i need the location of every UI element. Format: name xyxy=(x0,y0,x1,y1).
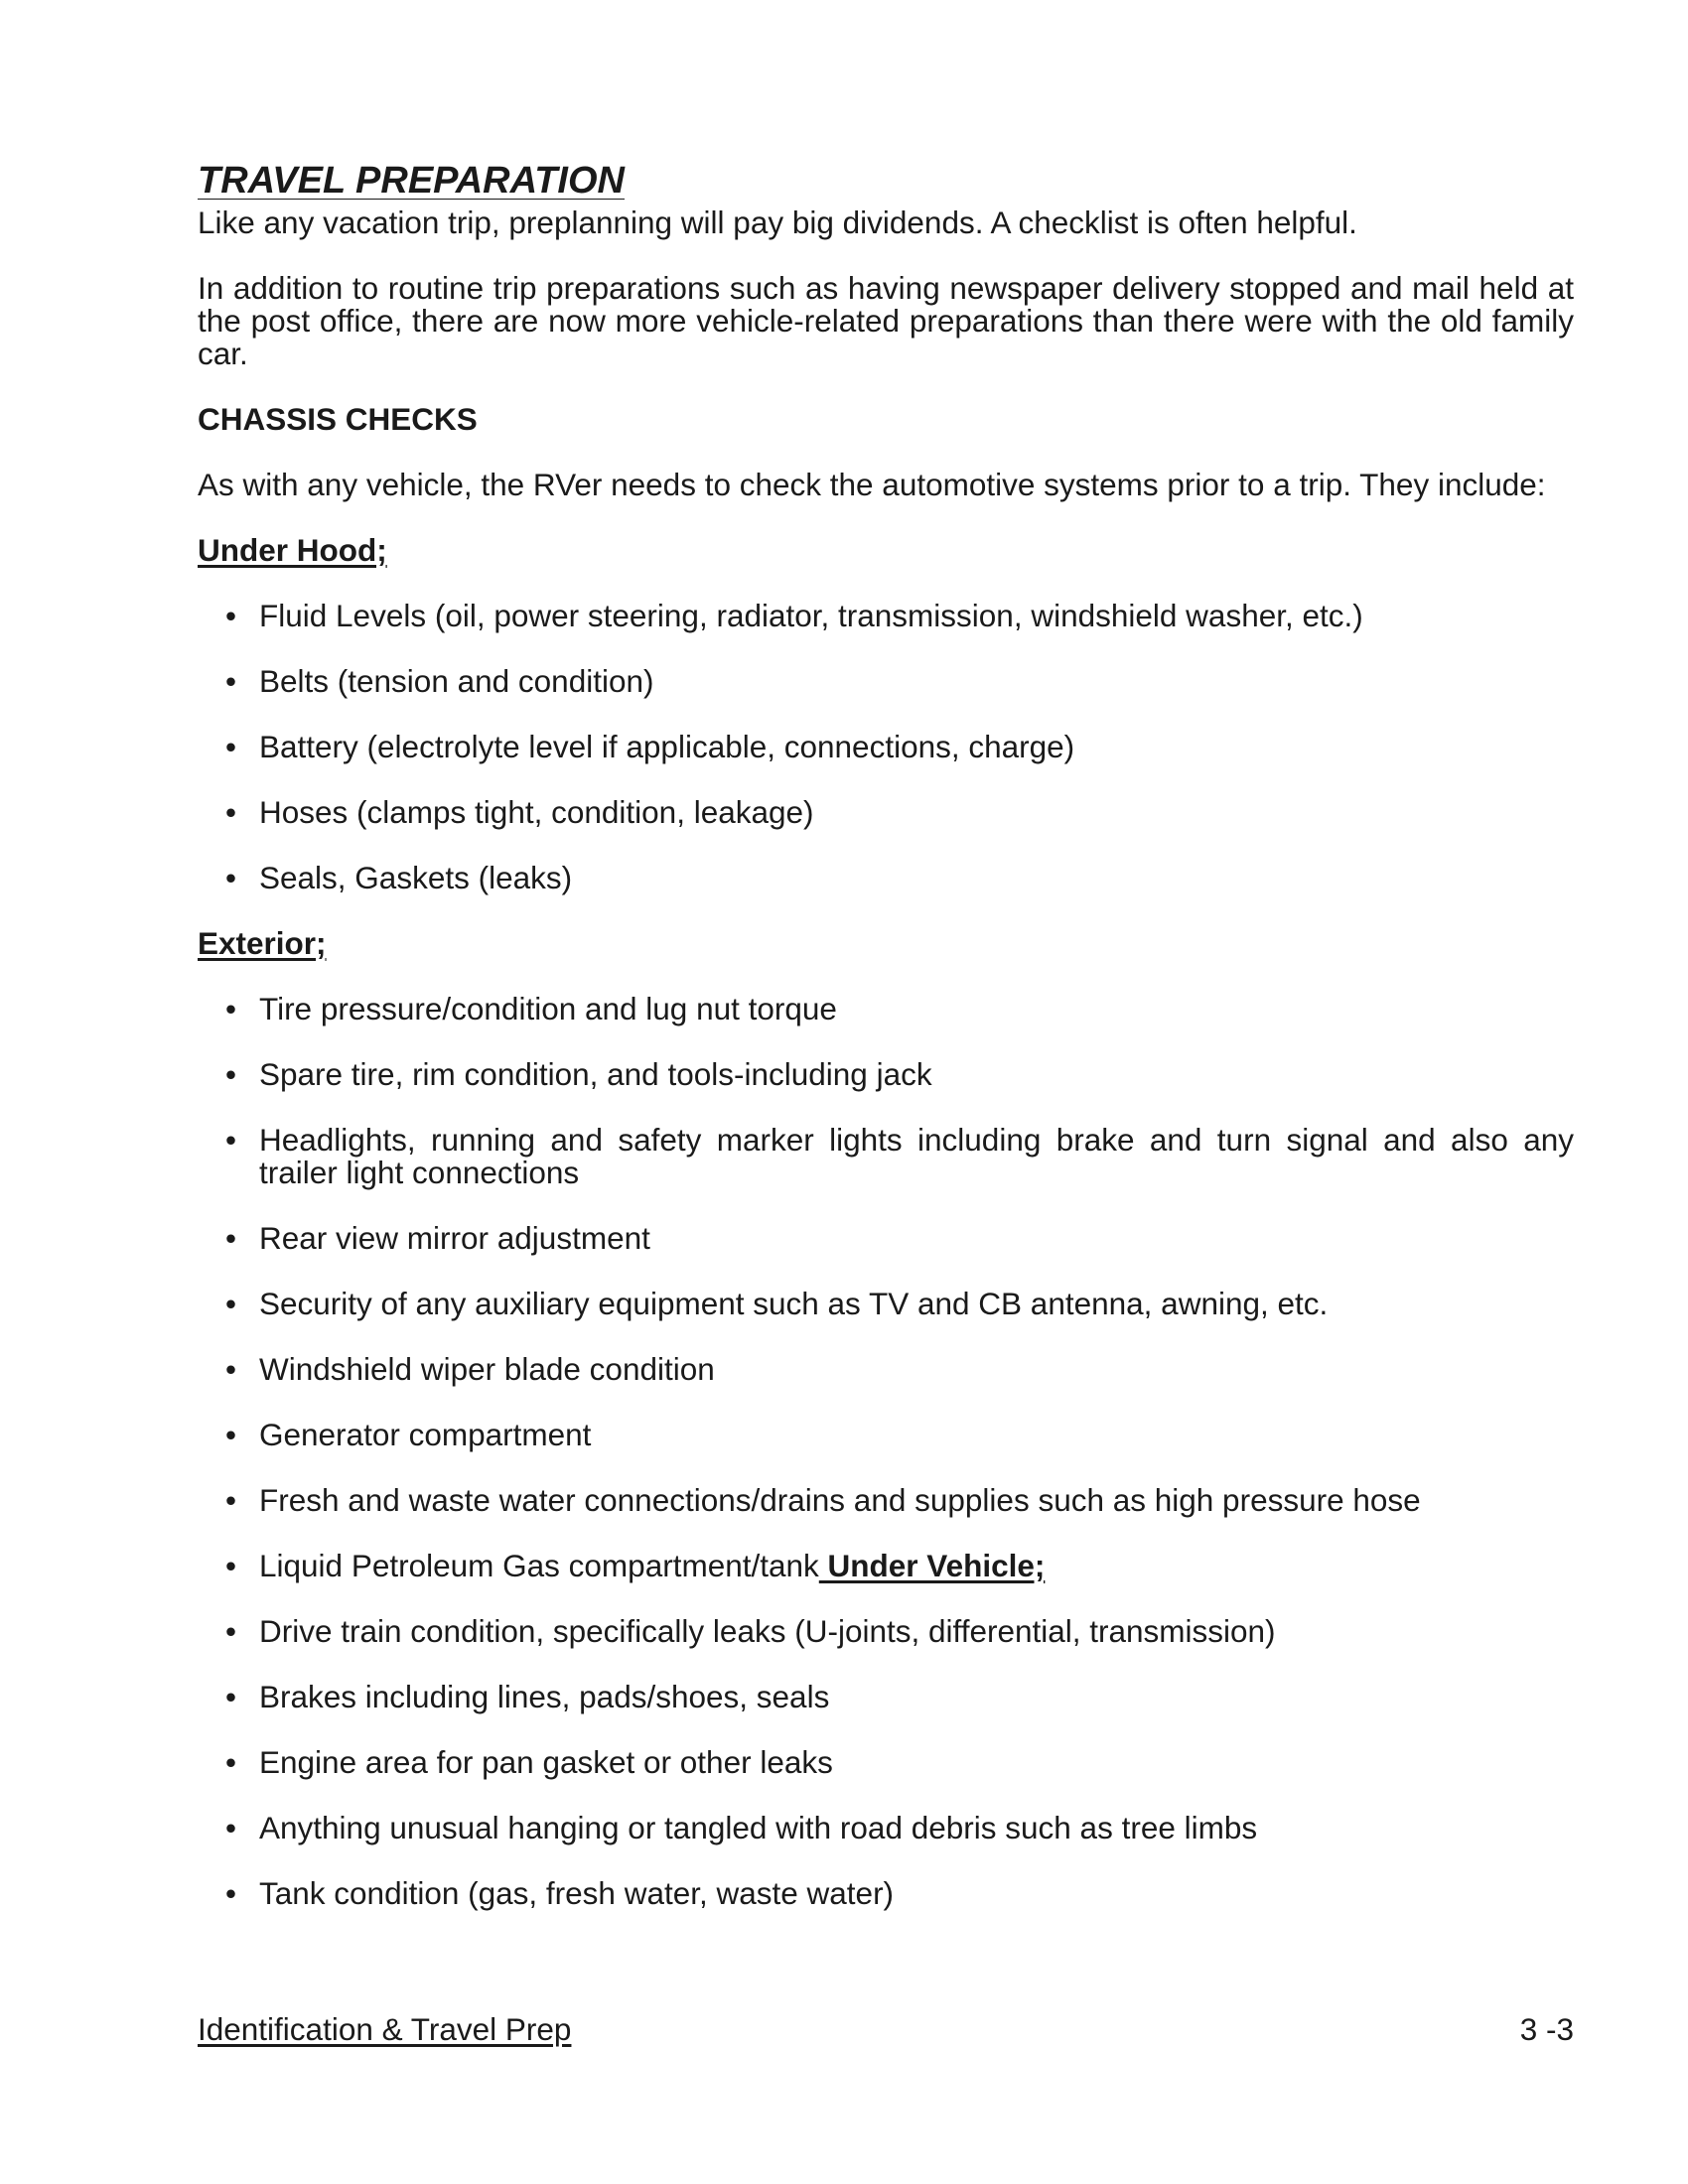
page-number: 3 -3 xyxy=(1519,2011,1574,2047)
list-item: • Liquid Petroleum Gas compartment/tank Under Vehicle; xyxy=(225,1548,1046,1583)
bullet-icon: • xyxy=(225,1875,237,1911)
bullet-icon: • xyxy=(225,1122,237,1158)
bullet-icon: • xyxy=(225,1679,237,1714)
under-hood-heading: Under Hood; xyxy=(198,532,387,568)
chassis-intro-paragraph: As with any vehicle, the RVer needs to check the automotive systems prior to a trip. They include: xyxy=(198,467,1546,502)
bullet-icon: • xyxy=(225,1286,237,1321)
footer-section-title: Identification & Travel Prep xyxy=(198,2011,572,2047)
list-item: • Drive train condition, specifically leaks (U-joints, differential, transmission) xyxy=(225,1613,1276,1649)
list-item: • Fresh and waste water connections/drains and supplies such as high pressure hose xyxy=(225,1482,1421,1518)
under-hood-list xyxy=(198,600,1574,894)
list-item: • Headlights, running and safety marker lights including brake and turn signal and also any trailer light connections xyxy=(225,1122,1574,1190)
addition-paragraph: In addition to routine trip preparations such as having newspaper delivery stopped and mail held at the post office, there are now more vehicle-related preparations than there were with the old family car. xyxy=(198,270,1574,371)
exterior-heading: Exterior; xyxy=(198,925,327,961)
bullet-icon: • xyxy=(225,1548,237,1583)
list-item: • Tank condition (gas, fresh water, waste water) xyxy=(225,1875,895,1911)
list-item: • Security of any auxiliary equipment such as TV and CB antenna, awning, etc. xyxy=(225,1286,1329,1321)
bullet-icon: • xyxy=(225,1613,237,1649)
list-item: • Rear view mirror adjustment xyxy=(225,1220,650,1256)
under-vehicle-heading: Under Vehicle; xyxy=(818,1548,1046,1583)
bullet-icon: • xyxy=(225,1482,237,1518)
bullet-icon: • xyxy=(225,794,237,830)
exterior-list xyxy=(198,993,1574,1910)
bullet-icon: • xyxy=(225,663,237,699)
list-item: • Brakes including lines, pads/shoes, seals xyxy=(225,1679,830,1714)
list-item: • Windshield wiper blade condition xyxy=(225,1351,715,1387)
list-item: • Anything unusual hanging or tangled with road debris such as tree limbs xyxy=(225,1810,1258,1845)
list-item: • Seals, Gaskets (leaks) xyxy=(225,860,573,895)
bullet-icon: • xyxy=(225,1351,237,1387)
bullet-icon: • xyxy=(225,1744,237,1780)
list-item: • Engine area for pan gasket or other leaks xyxy=(225,1744,833,1780)
list-item: • Generator compartment xyxy=(225,1417,592,1452)
bullet-icon: • xyxy=(225,991,237,1026)
page-footer xyxy=(198,2011,1574,2047)
list-item: • Fluid Levels (oil, power steering, radiator, transmission, windshield washer, etc.) xyxy=(225,598,1363,633)
bullet-icon: • xyxy=(225,1220,237,1256)
bullet-icon: • xyxy=(225,729,237,764)
chassis-checks-heading: CHASSIS CHECKS xyxy=(198,401,478,437)
list-item: • Spare tire, rim condition, and tools-including jack xyxy=(225,1056,932,1092)
bullet-icon: • xyxy=(225,1056,237,1092)
bullet-icon: • xyxy=(225,1810,237,1845)
bullet-icon: • xyxy=(225,860,237,895)
list-item: • Tire pressure/condition and lug nut torque xyxy=(225,991,837,1026)
list-item: • Belts (tension and condition) xyxy=(225,663,654,699)
list-item: • Battery (electrolyte level if applicable, connections, charge) xyxy=(225,729,1075,764)
list-item: • Hoses (clamps tight, condition, leakage) xyxy=(225,794,814,830)
document-page xyxy=(198,159,1574,1910)
intro-paragraph: Like any vacation trip, preplanning will pay big dividends. A checklist is often helpful. xyxy=(198,205,1357,240)
page-title: TRAVEL PREPARATION xyxy=(198,160,625,202)
bullet-icon: • xyxy=(225,1417,237,1452)
bullet-icon: • xyxy=(225,598,237,633)
